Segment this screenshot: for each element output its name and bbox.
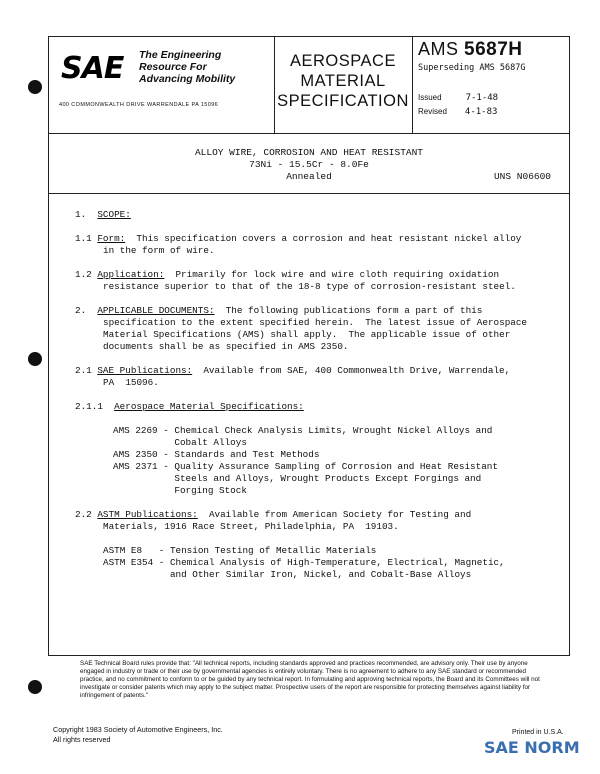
sae-logo: SAE [61,51,124,86]
sae-tagline: The Engineering Resource For Advancing Mobility [139,49,236,85]
material-title: ALLOY WIRE, CORROSION AND HEAT RESISTANT 73Ni - 15.5Cr - 8.0Fe Annealed UNS N06600 [49,133,569,194]
binder-hole-bottom [28,680,42,694]
issue-dates: Issued 7-1-48 Revised 4-1-83 [418,93,499,117]
binder-hole-top [28,80,42,94]
header-logo-block [49,37,275,133]
section-2-1: 2.1 SAE Publications: Available from SAE, 400 Commonwealth Drive, Warrendale, [75,365,511,376]
copyright: Copyright 1983 Society of Automotive Engineers, Inc. All rights reserved [53,725,223,744]
section-1-1: 1.1 Form: This specification covers a corrosion and heat resistant nickel alloy [75,233,522,244]
section-1-2: 1.2 Application: Primarily for lock wire and wire cloth requiring oxidation [75,269,500,280]
ams-2269: AMS 2269 - Chemical Check Analysis Limits, Wrought Nickel Alloys and [113,425,493,436]
section-2-2: 2.2 ASTM Publications: Available from American Society for Testing and [75,509,472,520]
section-2-1-1: 2.1.1 Aerospace Material Specifications: [75,401,304,412]
header-spec-type [274,37,413,133]
ams-number: AMS 5687H [418,39,523,60]
header [49,37,569,134]
section-1: 1. SCOPE: [75,209,131,220]
ams-2350: AMS 2350 - Standards and Test Methods [113,449,320,460]
sae-norm-watermark: SAE NORM [484,738,580,757]
specification-frame: SAE The Engineering Resource For Advancing Mobility 400 COMMONWEALTH DRIVE WARRENDALE PA 15096 AEROSPACE MATERIAL SPECIFICATION AMS 5687H Superseding AMS 5687G Issued 7-1-48 Revised 4-1-83 ALLOY WIRE, CORROSION AND HEAT RESISTANT 73Ni - 15.5Cr - 8.0Fe Annealed UNS N06600 1. SCOPE: 1.1 Form: This specification covers a corrosion and heat resistant nickel alloy in the form of wire. 1.2 Application: Primarily for lock wire and wire cloth requiring oxidation resistance superior to that of the 18-8 type of corrosion-resistant steel. 2. APPLICABLE DOCUMENTS: The following publications form a part of this specification to the extent specified herein. The latest issue of Aerospace Material Specifications (AMS) shall apply. The applicable issue of other documents shall be as specified in AMS 2350. 2.1 SAE Publications: Available from SAE, 400 Commonwealth Drive, Warrendale, PA 15096. 2.1.1 Aerospace Material Specifications: AMS 2269 - Chemical Check Analysis Limits, Wrought Nickel Alloys and Cobalt Alloys AMS 2350 - Standards and Test Methods AMS 2371 - Quality Assurance Sampling of Corrosion and Heat Resistant Steels and Alloys, Wrought Products Except Forgings and Forging Stock 2.2 ASTM Publications: Available from American Society for Testing and Materials, 1916 Race Street, Philadelphia, PA 19103. ASTM E8 - Tension Testing of Metallic Materials ASTM E354 - Chemical Analysis of High-Temperature, Electrical, Magnetic, and Other Similar Iron, Nickel, and Cobalt-Base Alloys [48,36,570,656]
sae-address: 400 COMMONWEALTH DRIVE WARRENDALE PA 15096 [59,102,219,108]
section-2: 2. APPLICABLE DOCUMENTS: The following publications form a part of this [75,305,483,316]
ams-2371: AMS 2371 - Quality Assurance Sampling of Corrosion and Heat Resistant [113,461,498,472]
astm-e354: ASTM E354 - Chemical Analysis of High-Temperature, Electrical, Magnetic, [103,557,505,568]
binder-hole-middle [28,352,42,366]
spec-title: AEROSPACE MATERIAL SPECIFICATION [277,52,409,110]
printed-in: Printed in U.S.A. [512,729,564,736]
sae-technical-board-notice: SAE Technical Board rules provide that: "All technical reports, including standards approved and practices recommended, are advisory only. Their use by anyone engaged in industry or trade or their use by governmental agencies is entirely voluntary. There is no agreement to adhere to any SAE standard or recommended practice, and no commitment to conform to or be guided by any technical report. In formulating and approving technical reports, the Board and its Committees will not investigate or consider patents which may apply to the subject matter. Prospective users of the report are responsible for protecting themselves against liability for infringement of patents." [80,660,540,699]
header-id-block [412,37,569,133]
uns-number: UNS N06600 [493,171,551,182]
astm-e8: ASTM E8 - Tension Testing of Metallic Materials [103,545,377,556]
supersedes-note: Superseding AMS 5687G [418,63,526,73]
